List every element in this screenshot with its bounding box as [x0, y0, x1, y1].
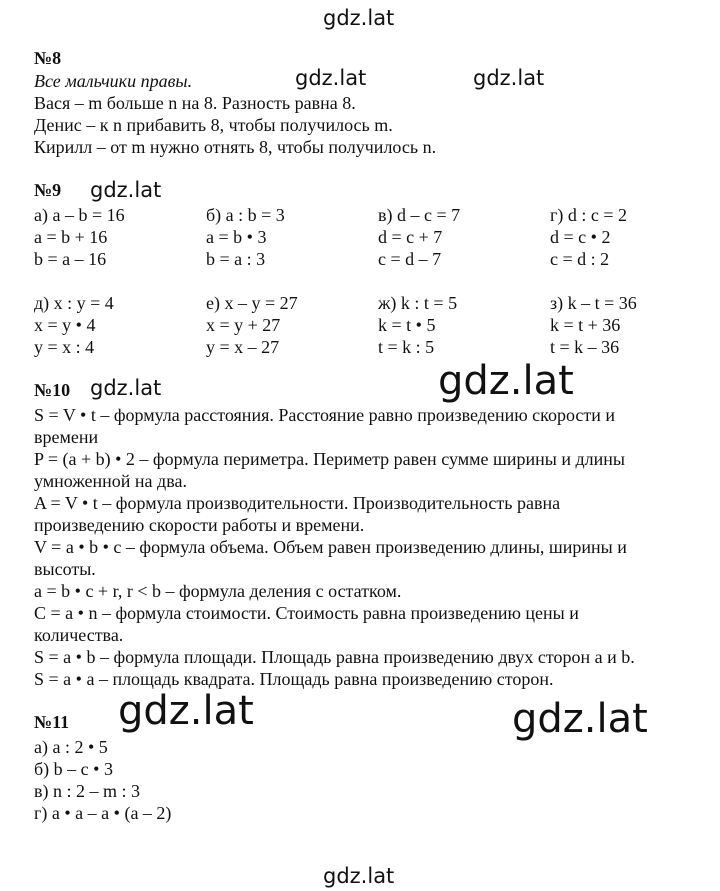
task-8-line: Денис – к n прибавить 8, чтобы получилось m.: [34, 115, 393, 135]
task-8-line: Все мальчики правы.: [34, 71, 193, 91]
formula-line: количества.: [34, 625, 124, 645]
formula-line: S = a • b – формула площади. Площадь равна произведению двух сторон a и b.: [34, 647, 635, 667]
task-9-column-g: [550, 204, 627, 270]
equation: x = y + 27: [206, 315, 281, 335]
task-9-column-v: [378, 204, 460, 270]
formula-line: произведению скорости работы и времени.: [34, 515, 365, 535]
formula-line: S = a • a – площадь квадрата. Площадь равна произведению сторон.: [34, 669, 554, 689]
watermark: gdz.lat: [323, 864, 395, 888]
equation: c = d – 7: [378, 249, 442, 269]
formula-line: V = a • b • c – формула объема. Объем равен произведению длины, ширины и: [34, 537, 627, 557]
equation: д) x : y = 4: [34, 293, 114, 313]
equation: b = a – 16: [34, 249, 107, 269]
task-10-title: №10: [34, 380, 71, 400]
watermark: gdz.lat: [90, 178, 162, 202]
task-9-column-a: [34, 204, 125, 270]
equation: b = a : 3: [206, 249, 266, 269]
formula-line: A = V • t – формула производительности. Производительность равна: [34, 493, 561, 513]
expression: б) b – c • 3: [34, 759, 113, 779]
equation: а) a – b = 16: [34, 205, 125, 225]
equation: б) a : b = 3: [206, 205, 285, 225]
watermark: gdz.lat: [118, 688, 254, 734]
task-9-column-zh: [378, 292, 457, 358]
equation: x = y • 4: [34, 315, 96, 335]
task-10-paragraph: [34, 404, 694, 690]
task-9-column-b: [206, 204, 285, 270]
task-9-title: №9: [34, 180, 62, 200]
watermark: gdz.lat: [512, 696, 648, 742]
task-11-expressions: [34, 736, 171, 824]
equation: t = k – 36: [550, 337, 620, 357]
watermark: gdz.lat: [473, 66, 545, 90]
watermark: gdz.lat: [438, 358, 574, 404]
watermark: gdz.lat: [90, 376, 162, 400]
task-8-line: Кирилл – от m нужно отнять 8, чтобы получилось n.: [34, 137, 437, 157]
equation: k = t + 36: [550, 315, 621, 335]
watermark: gdz.lat: [323, 6, 395, 30]
formula-line: высоты.: [34, 559, 96, 579]
equation: з) k – t = 36: [550, 293, 637, 313]
task-9-column-e: [206, 292, 298, 358]
equation: ж) k : t = 5: [378, 293, 458, 313]
task-9-column-d: [34, 292, 114, 358]
equation: y = x : 4: [34, 337, 95, 357]
formula-line: C = a • n – формула стоимости. Стоимость равна произведению цены и: [34, 603, 579, 623]
formula-line: S = V • t – формула расстояния. Расстояние равно произведению скорости и: [34, 405, 616, 425]
equation: y = x – 27: [206, 337, 280, 357]
equation: d = c + 7: [378, 227, 443, 247]
equation: d = c • 2: [550, 227, 611, 247]
expression: а) a : 2 • 5: [34, 737, 108, 757]
equation: г) d : c = 2: [550, 205, 628, 225]
expression: в) n : 2 – m : 3: [34, 781, 140, 801]
equation: t = k : 5: [378, 337, 435, 357]
equation: a = b • 3: [206, 227, 267, 247]
task-11-title: №11: [34, 712, 70, 732]
equation: е) x – y = 27: [206, 293, 298, 313]
formula-line: времени: [34, 427, 99, 447]
task-9-column-z: [550, 292, 637, 358]
equation: в) d – c = 7: [378, 205, 461, 225]
formula-line: a = b • c + r, r < b – формула деления с остатком.: [34, 581, 402, 601]
task-8-line: Вася – m больше n на 8. Разность равна 8.: [34, 93, 356, 113]
equation: a = b + 16: [34, 227, 108, 247]
watermark: gdz.lat: [295, 66, 367, 90]
formula-line: умноженной на два.: [34, 471, 187, 491]
formula-line: P = (a + b) • 2 – формула периметра. Периметр равен сумме ширины и длины: [34, 449, 625, 469]
expression: г) a • a – a • (a – 2): [34, 803, 172, 823]
equation: c = d : 2: [550, 249, 610, 269]
equation: k = t • 5: [378, 315, 436, 335]
task-8-title: №8: [34, 48, 62, 68]
